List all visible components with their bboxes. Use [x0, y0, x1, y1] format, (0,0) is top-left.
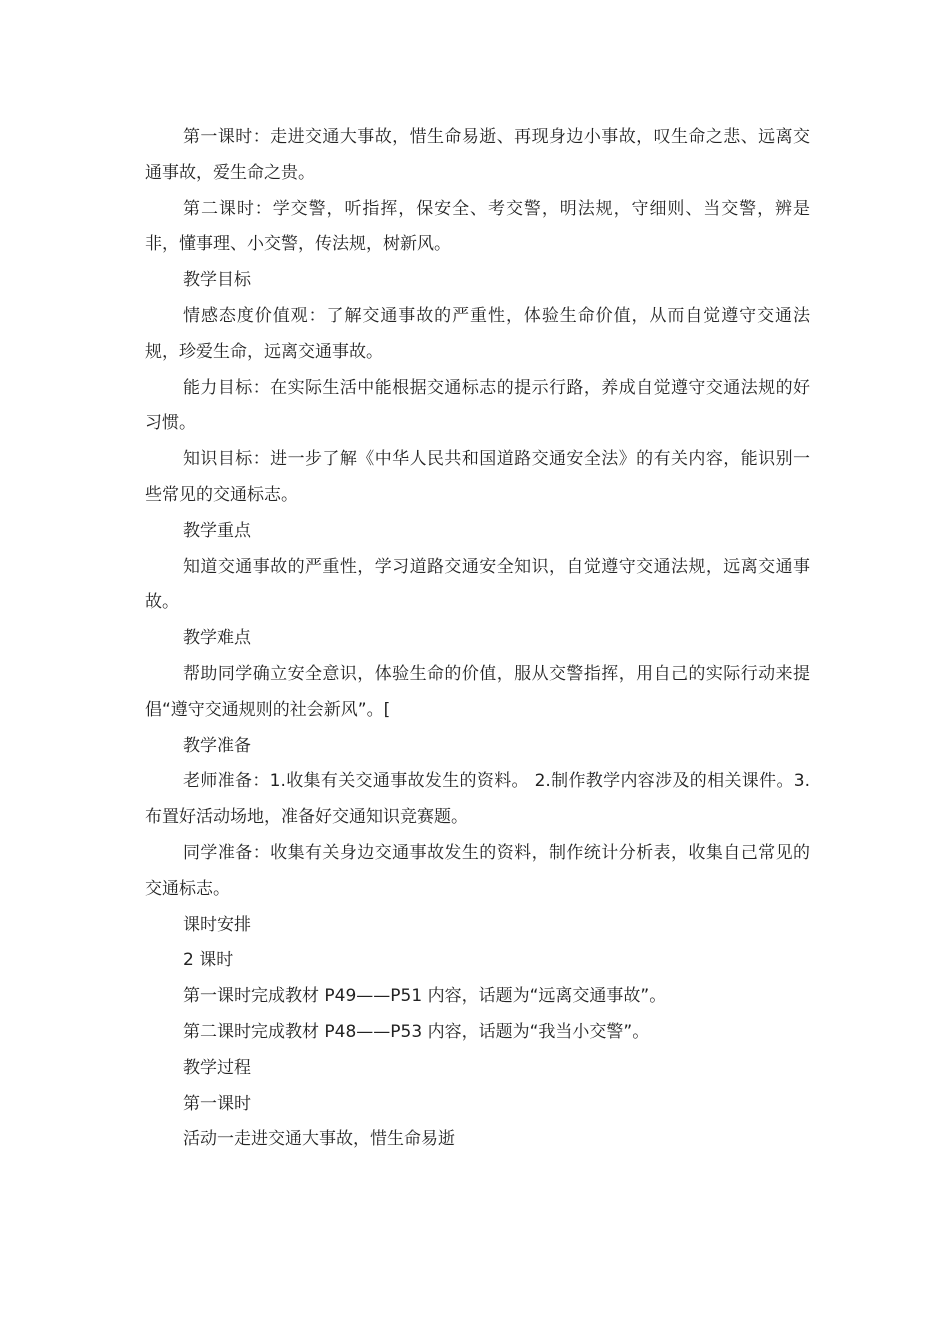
heading-lesson1: 第一课时 [183, 1093, 251, 1114]
paragraph-knowledge-goal: 知识目标：进一步了解《中华人民共和国道路交通安全法》的有关内容，能识别一些常见的交通标志。 [145, 449, 810, 505]
line-lesson1-scope: 第一课时完成教材 P49——P51 内容，话题为“远离交通事故”。 [183, 986, 667, 1007]
paragraph-teacher-prep: 老师准备：1.收集有关交通事故发生的资料。 2.制作教学内容涉及的相关课件。3.布置好活动场地，准备好交通知识竞赛题。 [145, 771, 810, 828]
heading-process: 教学过程 [183, 1057, 251, 1078]
heading-schedule: 课时安排 [183, 914, 251, 935]
paragraph-emotion-goal: 情感态度价值观：了解交通事故的严重性，体验生命价值，从而自觉遵守交通法规，珍爱生命，远离交通事故。 [145, 305, 810, 362]
heading-difficulties: 教学难点 [183, 628, 251, 649]
heading-preparation: 教学准备 [183, 735, 251, 756]
paragraph-lesson2-summary: 第二课时：学交警，听指挥，保安全、考交警，明法规，守细则、当交警，辨是非，懂事理、小交警，传法规，树新风。 [145, 198, 810, 255]
line-lesson-count: 2 课时 [183, 950, 234, 971]
paragraph-difficulties: 帮助同学确立安全意识，体验生命的价值，服从交警指挥，用自己的实际行动来提倡“遵守交通规则的社会新风”。[ [145, 663, 810, 720]
paragraph-lesson1-summary: 第一课时：走进交通大事故，惜生命易逝、再现身边小事故，叹生命之悲、远离交通事故，爱生命之贵。 [145, 127, 810, 183]
document-body [145, 120, 810, 1158]
line-lesson2-scope: 第二课时完成教材 P48——P53 内容，话题为“我当小交警”。 [183, 1021, 650, 1042]
heading-teaching-goals: 教学目标 [183, 270, 251, 291]
paragraph-key-points: 知道交通事故的严重性，学习道路交通安全知识，自觉遵守交通法规，远离交通事故。 [145, 556, 810, 613]
heading-activity1: 活动一走进交通大事故，惜生命易逝 [183, 1129, 455, 1150]
paragraph-student-prep: 同学准备：收集有关身边交通事故发生的资料，制作统计分析表，收集自己常见的交通标志。 [145, 842, 810, 899]
paragraph-ability-goal: 能力目标：在实际生活中能根据交通标志的提示行路，养成自觉遵守交通法规的好习惯。 [145, 377, 810, 434]
heading-key-points: 教学重点 [183, 520, 251, 541]
